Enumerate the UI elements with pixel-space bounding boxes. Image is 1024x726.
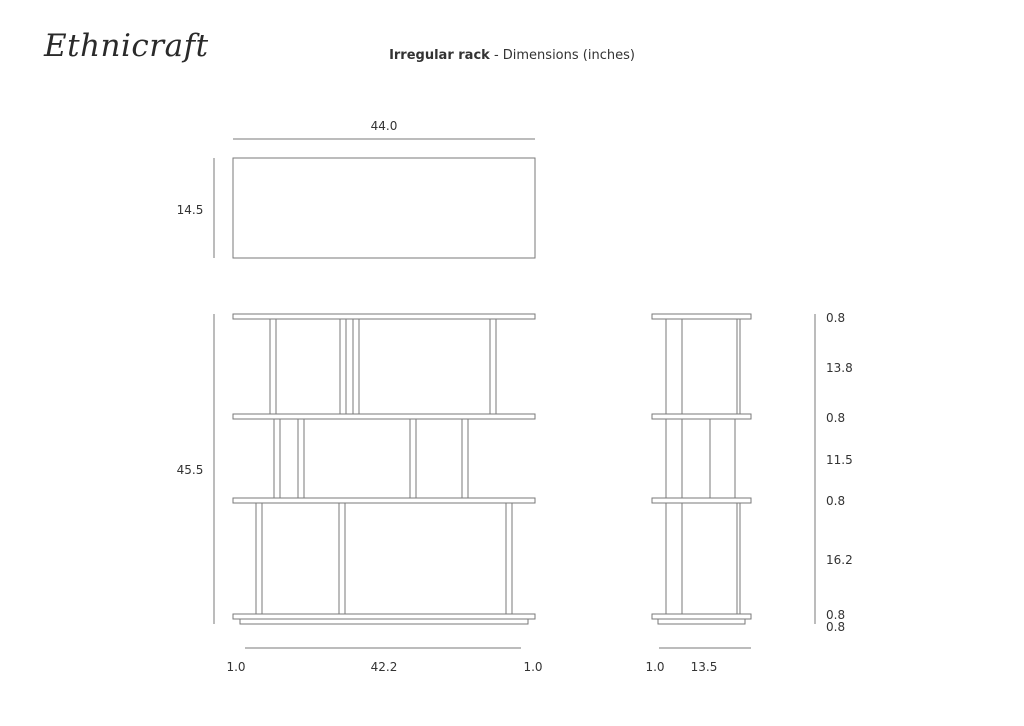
side-upright: [710, 419, 735, 498]
front-upright: [462, 419, 468, 498]
side-vertical-label: 16.2: [826, 553, 853, 567]
side-vertical-label: 0.8: [826, 494, 846, 508]
front-height-label: 45.5: [176, 463, 204, 477]
front-upright: [506, 503, 512, 614]
side-view: [652, 314, 815, 648]
side-upright: [737, 319, 740, 414]
side-vertical-label: 0.8: [826, 620, 846, 634]
front-shelf: [233, 314, 535, 319]
side-upright: [666, 503, 682, 614]
brand-logo: Ethnicraft: [44, 28, 209, 64]
top-width-label: 44.0: [370, 119, 398, 133]
front-shelf: [233, 498, 535, 503]
front-shelf: [233, 414, 535, 419]
side-vertical-label: 0.8: [826, 311, 846, 325]
side-upright: [666, 419, 682, 498]
side-shelf: [652, 614, 751, 619]
side-vertical-label: 0.8: [826, 411, 846, 425]
front-upright: [340, 319, 346, 414]
front-upright: [270, 319, 276, 414]
side-shelf: [652, 414, 751, 419]
top-view: [214, 139, 535, 258]
front-bottom-middle-label: 42.2: [370, 660, 398, 674]
side-bottom-right-label: 13.5: [690, 660, 718, 674]
title-subtitle: - Dimensions (inches): [489, 48, 635, 63]
side-shelf: [652, 498, 751, 503]
side-upright: [666, 319, 682, 414]
side-shelf: [652, 314, 751, 319]
front-upright: [274, 419, 280, 498]
front-upright: [410, 419, 416, 498]
front-upright: [490, 319, 496, 414]
side-vertical-label: 0.8: [826, 608, 846, 622]
front-base: [240, 619, 528, 624]
front-upright: [353, 319, 359, 414]
side-vertical-label: 13.8: [826, 361, 853, 375]
title-product-name: Irregular rack: [389, 48, 490, 63]
front-shelf: [233, 614, 535, 619]
front-bottom-left-label: 1.0: [226, 660, 246, 674]
side-vertical-label: 11.5: [826, 453, 853, 467]
top-depth-label: 14.5: [176, 203, 204, 217]
side-bottom-left-label: 1.0: [645, 660, 665, 674]
front-upright: [298, 419, 304, 498]
front-upright: [339, 503, 345, 614]
front-view: [214, 314, 535, 648]
side-base: [658, 619, 745, 624]
top-view-outline: [233, 158, 535, 258]
front-upright: [256, 503, 262, 614]
side-upright: [737, 503, 740, 614]
front-bottom-right-label: 1.0: [523, 660, 543, 674]
